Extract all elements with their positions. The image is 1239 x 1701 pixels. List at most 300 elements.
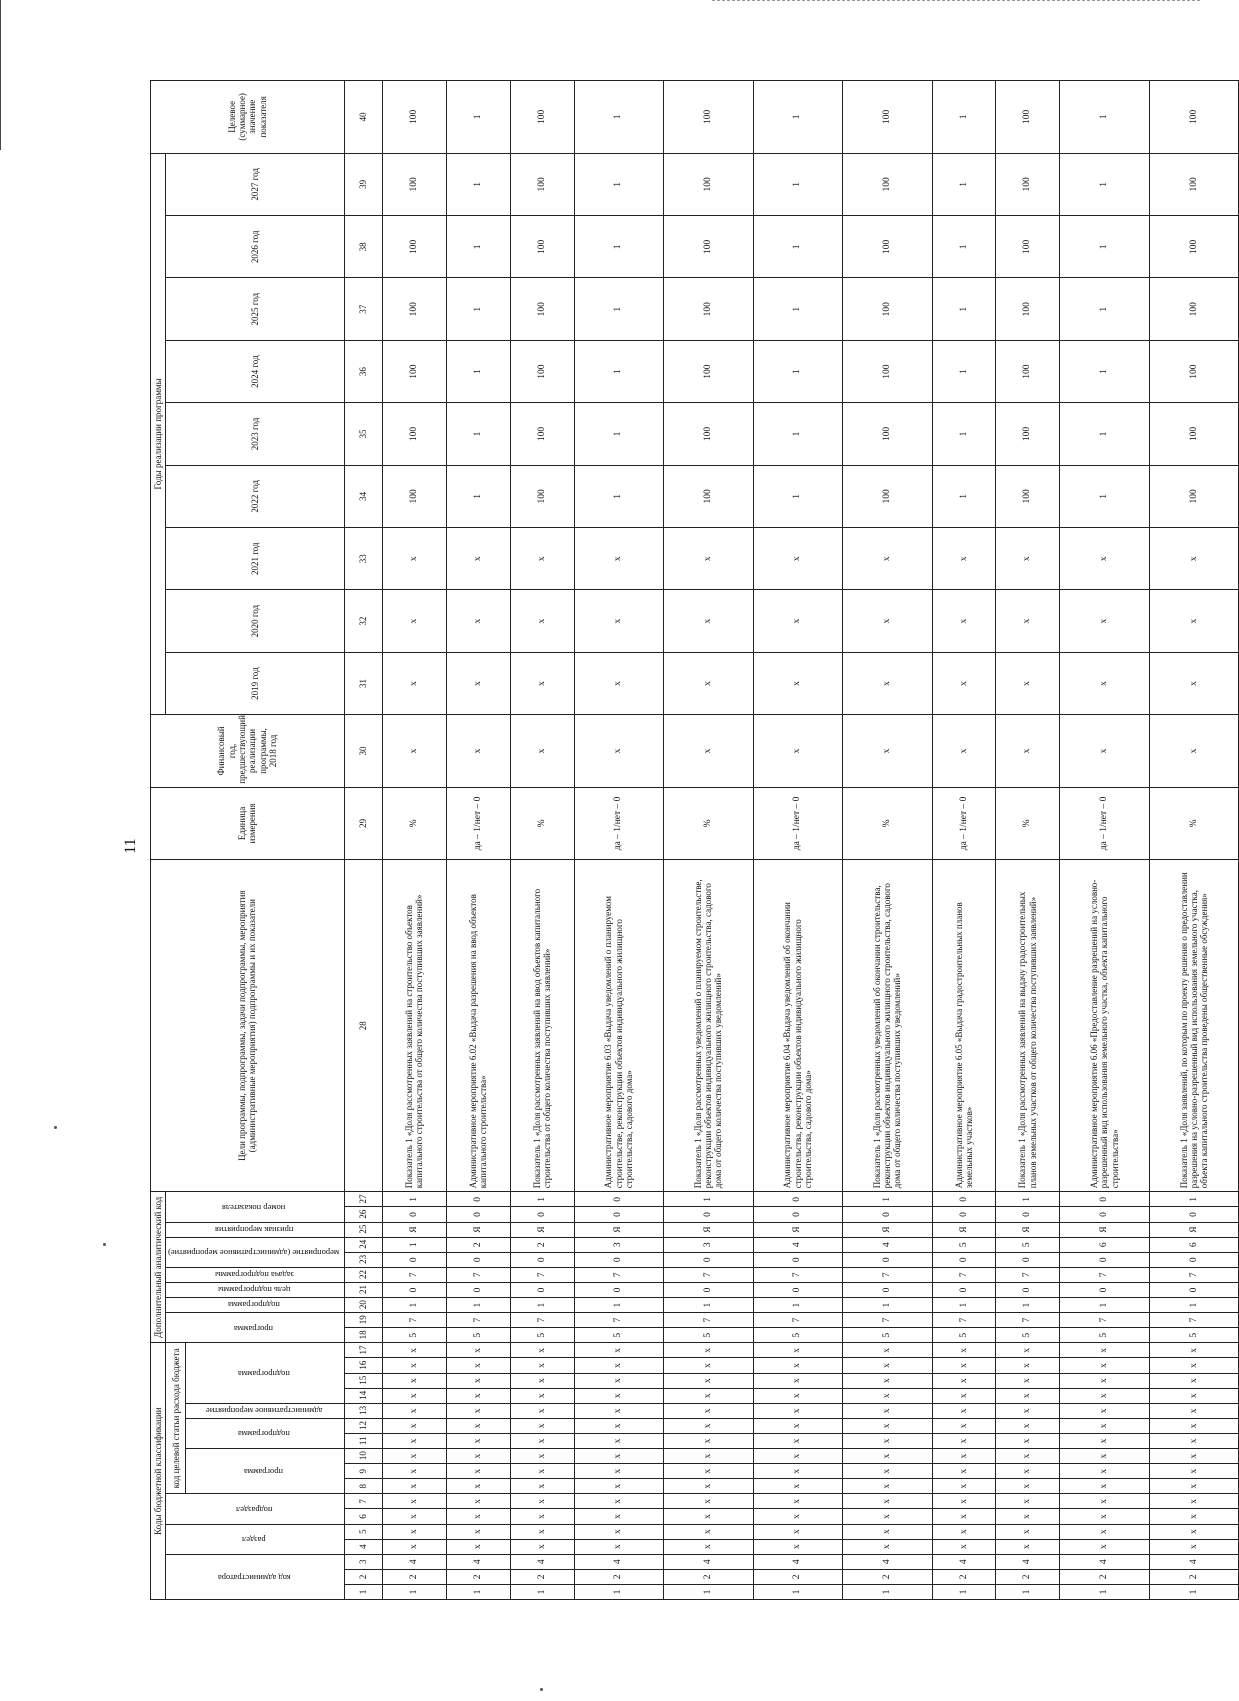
code-cell: х bbox=[932, 1494, 996, 1509]
code-cell: 1 bbox=[664, 1192, 754, 1207]
code-cell: 7 bbox=[1149, 1313, 1239, 1328]
code-cell: 0 bbox=[932, 1282, 996, 1297]
code-cell: 5 bbox=[446, 1328, 510, 1343]
header-article-direction: подпрограмма bbox=[186, 1343, 345, 1403]
code-cell: х bbox=[843, 1449, 933, 1464]
column-number-row bbox=[344, 81, 382, 1600]
target-value-cell: 1 bbox=[932, 81, 996, 154]
base-year-cell: х bbox=[1060, 715, 1150, 787]
unit-cell: % bbox=[996, 787, 1060, 859]
column-number: 17 bbox=[344, 1343, 382, 1358]
year-value-cell: х bbox=[996, 528, 1060, 590]
code-cell: 6 bbox=[1060, 1237, 1150, 1252]
code-cell: х bbox=[843, 1464, 933, 1479]
code-cell: х bbox=[1149, 1449, 1239, 1464]
code-cell: 0 bbox=[843, 1207, 933, 1222]
header-year: 2027 год bbox=[166, 153, 345, 215]
code-cell: х bbox=[996, 1388, 1060, 1403]
year-value-cell: х bbox=[510, 528, 574, 590]
code-cell: 0 bbox=[446, 1192, 510, 1207]
code-cell: х bbox=[1060, 1403, 1150, 1418]
code-cell: х bbox=[1060, 1433, 1150, 1448]
year-value-cell: х bbox=[753, 590, 843, 652]
year-value-cell: х bbox=[510, 652, 574, 714]
year-value-cell: х bbox=[1149, 528, 1239, 590]
code-cell: х bbox=[574, 1449, 664, 1464]
code-cell: 3 bbox=[664, 1237, 754, 1252]
code-cell: 7 bbox=[664, 1313, 754, 1328]
code-cell: 0 bbox=[510, 1282, 574, 1297]
code-cell: 5 bbox=[843, 1328, 933, 1343]
code-cell: х bbox=[664, 1373, 754, 1388]
table-row bbox=[383, 81, 447, 1600]
code-cell: х bbox=[510, 1403, 574, 1418]
year-value-cell: 100 bbox=[383, 153, 447, 215]
year-value-cell: х bbox=[574, 652, 664, 714]
code-cell: 7 bbox=[843, 1313, 933, 1328]
column-number: 18 bbox=[344, 1328, 382, 1343]
code-cell: х bbox=[932, 1418, 996, 1433]
year-value-cell: х bbox=[932, 528, 996, 590]
column-number: 2 bbox=[344, 1569, 382, 1584]
code-cell: 1 bbox=[1149, 1584, 1239, 1599]
year-value-cell: 1 bbox=[1060, 153, 1150, 215]
code-cell: 7 bbox=[1149, 1267, 1239, 1282]
column-number: 20 bbox=[344, 1298, 382, 1313]
code-cell: 7 bbox=[753, 1313, 843, 1328]
table-row bbox=[446, 81, 510, 1600]
year-value-cell: 100 bbox=[383, 278, 447, 340]
code-cell: 5 bbox=[996, 1328, 1060, 1343]
indicator-description: Показатель 1 «Доля рассмотренных заявлений на выдачу градостроительных планов земельных участков от общего количества поступивших заявлений» bbox=[996, 860, 1060, 1192]
target-value-cell: 100 bbox=[383, 81, 447, 154]
code-cell: 0 bbox=[932, 1207, 996, 1222]
table-row bbox=[1149, 81, 1239, 1600]
code-cell: 0 bbox=[574, 1252, 664, 1267]
year-value-cell: 1 bbox=[1060, 340, 1150, 402]
code-cell: х bbox=[574, 1388, 664, 1403]
unit-cell: да – 1/нет – 0 bbox=[932, 787, 996, 859]
code-cell: 1 bbox=[383, 1237, 447, 1252]
code-cell: 0 bbox=[383, 1282, 447, 1297]
indicator-description: Административное мероприятие 6.03 «Выдача уведомлений о планируемом строительстве, реконструкции объектов индивидуального жилищного строительства, садового дома» bbox=[574, 860, 664, 1192]
code-cell: 4 bbox=[753, 1237, 843, 1252]
code-cell: х bbox=[843, 1343, 933, 1358]
code-cell: х bbox=[996, 1479, 1060, 1494]
code-cell: 7 bbox=[383, 1313, 447, 1328]
year-value-cell: х bbox=[383, 590, 447, 652]
code-cell: 1 bbox=[843, 1192, 933, 1207]
year-value-cell: х bbox=[996, 652, 1060, 714]
header-budget-codes: Коды бюджетной классификации bbox=[151, 1343, 166, 1600]
code-cell: 1 bbox=[383, 1584, 447, 1599]
code-cell: х bbox=[1060, 1388, 1150, 1403]
header-year: 2019 год bbox=[166, 652, 345, 714]
year-value-cell: 100 bbox=[383, 465, 447, 527]
code-cell: х bbox=[1060, 1449, 1150, 1464]
code-cell: 7 bbox=[932, 1267, 996, 1282]
code-cell: х bbox=[753, 1449, 843, 1464]
code-cell: х bbox=[574, 1539, 664, 1554]
code-cell: х bbox=[1060, 1464, 1150, 1479]
year-value-cell: 100 bbox=[1149, 465, 1239, 527]
target-value-cell: 1 bbox=[574, 81, 664, 154]
header-row-groups bbox=[151, 81, 166, 1600]
column-number: 19 bbox=[344, 1313, 382, 1328]
code-cell: 2 bbox=[574, 1569, 664, 1584]
column-number: 25 bbox=[344, 1222, 382, 1237]
code-cell: х bbox=[1149, 1524, 1239, 1539]
table-row bbox=[932, 81, 996, 1600]
rotated-table-wrapper bbox=[150, 80, 1210, 1600]
code-cell: 2 bbox=[446, 1569, 510, 1584]
code-cell: Я bbox=[510, 1222, 574, 1237]
column-number: 23 bbox=[344, 1252, 382, 1267]
header-admin-code: код администратора bbox=[166, 1554, 345, 1599]
code-cell: 7 bbox=[383, 1267, 447, 1282]
column-number: 16 bbox=[344, 1358, 382, 1373]
base-year-cell: х bbox=[753, 715, 843, 787]
unit-cell: % bbox=[843, 787, 933, 859]
code-cell: Я bbox=[843, 1222, 933, 1237]
year-value-cell: х bbox=[1060, 528, 1150, 590]
code-cell: Я bbox=[1060, 1222, 1150, 1237]
year-value-cell: х bbox=[446, 590, 510, 652]
column-number: 39 bbox=[344, 153, 382, 215]
scan-speck bbox=[540, 1688, 543, 1691]
year-value-cell: 1 bbox=[446, 278, 510, 340]
code-cell: 5 bbox=[932, 1237, 996, 1252]
year-value-cell: 100 bbox=[664, 153, 754, 215]
code-cell: 0 bbox=[753, 1207, 843, 1222]
year-value-cell: 100 bbox=[843, 278, 933, 340]
header-target: Целевое (суммарное) значение показателя bbox=[151, 81, 345, 154]
code-cell: х bbox=[753, 1403, 843, 1418]
code-cell: х bbox=[510, 1418, 574, 1433]
code-cell: 7 bbox=[446, 1313, 510, 1328]
code-cell: 0 bbox=[574, 1192, 664, 1207]
column-number: 1 bbox=[344, 1584, 382, 1599]
year-value-cell: 100 bbox=[843, 153, 933, 215]
table-row bbox=[996, 81, 1060, 1600]
year-value-cell: х bbox=[510, 590, 574, 652]
unit-cell: да – 1/нет – 0 bbox=[446, 787, 510, 859]
year-value-cell: х bbox=[1060, 590, 1150, 652]
code-cell: 0 bbox=[574, 1282, 664, 1297]
code-cell: Я bbox=[753, 1222, 843, 1237]
year-value-cell: х bbox=[843, 590, 933, 652]
code-cell: х bbox=[932, 1403, 996, 1418]
code-cell: х bbox=[574, 1343, 664, 1358]
code-cell: х bbox=[1149, 1403, 1239, 1418]
unit-cell: % bbox=[383, 787, 447, 859]
year-value-cell: 1 bbox=[574, 153, 664, 215]
header-an-task: задача подпрограммы bbox=[166, 1267, 345, 1282]
code-cell: х bbox=[932, 1524, 996, 1539]
year-value-cell: 1 bbox=[932, 153, 996, 215]
year-value-cell: 1 bbox=[932, 278, 996, 340]
year-value-cell: 1 bbox=[446, 340, 510, 402]
code-cell: х bbox=[753, 1539, 843, 1554]
year-value-cell: 100 bbox=[843, 403, 933, 465]
code-cell: 5 bbox=[996, 1237, 1060, 1252]
code-cell: х bbox=[843, 1479, 933, 1494]
column-number: 29 bbox=[344, 787, 382, 859]
code-cell: х bbox=[574, 1464, 664, 1479]
indicator-description: Административное мероприятие 6.06 «Предоставление разрешений на условно-разрешенный вид использования земельного участка, объекта капитального строительства» bbox=[1060, 860, 1150, 1192]
header-target-article: код целевой статьи расхода бюджета bbox=[166, 1343, 186, 1494]
code-cell: х bbox=[843, 1524, 933, 1539]
code-cell: х bbox=[383, 1479, 447, 1494]
code-cell: х bbox=[753, 1388, 843, 1403]
code-cell: 1 bbox=[510, 1192, 574, 1207]
code-cell: 3 bbox=[574, 1237, 664, 1252]
code-cell: 1 bbox=[932, 1584, 996, 1599]
code-cell: х bbox=[1149, 1418, 1239, 1433]
code-cell: х bbox=[664, 1358, 754, 1373]
year-value-cell: х bbox=[932, 590, 996, 652]
base-year-cell: х bbox=[932, 715, 996, 787]
code-cell: х bbox=[753, 1524, 843, 1539]
code-cell: х bbox=[664, 1524, 754, 1539]
code-cell: 1 bbox=[843, 1584, 933, 1599]
code-cell: х bbox=[1149, 1539, 1239, 1554]
code-cell: 0 bbox=[1149, 1207, 1239, 1222]
scan-speck bbox=[103, 1243, 106, 1246]
year-value-cell: 100 bbox=[383, 216, 447, 278]
code-cell: 7 bbox=[996, 1313, 1060, 1328]
column-number: 36 bbox=[344, 340, 382, 402]
year-value-cell: 1 bbox=[753, 340, 843, 402]
code-cell: 2 bbox=[1060, 1569, 1150, 1584]
indicator-description: Показатель 1 «Доля рассмотренных заявлений на строительство объектов капитального строительства от общего количества поступивших заявлений» bbox=[383, 860, 447, 1192]
code-cell: х bbox=[753, 1464, 843, 1479]
year-value-cell: 100 bbox=[664, 216, 754, 278]
target-value-cell: 1 bbox=[1060, 81, 1150, 154]
target-value-cell: 100 bbox=[1149, 81, 1239, 154]
indicator-description: Показатель 1 «Доля рассмотренных уведомлений об окончании строительства, реконструкции объектов индивидуального жилищного строительства, садового дома от общего количества поступивших уведомлений» bbox=[843, 860, 933, 1192]
code-cell: 2 bbox=[932, 1569, 996, 1584]
code-cell: х bbox=[510, 1524, 574, 1539]
code-cell: 0 bbox=[510, 1252, 574, 1267]
year-value-cell: 1 bbox=[574, 403, 664, 465]
indicator-description: Административное мероприятие 6.04 «Выдача уведомлений об окончании строительства, реконструкции объектов индивидуального жилищного строительства, садового дома» bbox=[753, 860, 843, 1192]
code-cell: 0 bbox=[446, 1282, 510, 1297]
code-cell: 4 bbox=[383, 1554, 447, 1569]
year-value-cell: 100 bbox=[510, 403, 574, 465]
code-cell: 0 bbox=[510, 1207, 574, 1222]
year-value-cell: 1 bbox=[1060, 403, 1150, 465]
target-value-cell: 100 bbox=[664, 81, 754, 154]
code-cell: 1 bbox=[996, 1584, 1060, 1599]
year-value-cell: х bbox=[446, 652, 510, 714]
code-cell: 2 bbox=[996, 1569, 1060, 1584]
code-cell: х bbox=[1149, 1388, 1239, 1403]
code-cell: 0 bbox=[753, 1252, 843, 1267]
year-value-cell: 100 bbox=[996, 403, 1060, 465]
year-value-cell: 1 bbox=[932, 465, 996, 527]
code-cell: х bbox=[574, 1358, 664, 1373]
code-cell: х bbox=[664, 1539, 754, 1554]
code-cell: 0 bbox=[1149, 1252, 1239, 1267]
year-value-cell: 100 bbox=[996, 153, 1060, 215]
code-cell: 5 bbox=[1149, 1328, 1239, 1343]
year-value-cell: 100 bbox=[664, 465, 754, 527]
year-value-cell: х bbox=[664, 528, 754, 590]
column-number: 7 bbox=[344, 1494, 382, 1509]
header-base-year: Финансовый год, предшествующий реализации программы, 2018 год bbox=[151, 715, 345, 787]
table-row bbox=[664, 81, 754, 1600]
header-year: 2024 год bbox=[166, 340, 345, 402]
code-cell: х bbox=[843, 1494, 933, 1509]
code-cell: Я bbox=[932, 1222, 996, 1237]
indicator-description: Показатель 1 «Доля рассмотренных заявлений на ввод объектов капитального строительства от общего количества поступивших заявлений» bbox=[510, 860, 574, 1192]
table-row bbox=[510, 81, 574, 1600]
year-value-cell: х bbox=[753, 652, 843, 714]
code-cell: х bbox=[446, 1509, 510, 1524]
header-an-sign: признак мероприятия bbox=[166, 1222, 345, 1237]
header-year: 2023 год bbox=[166, 403, 345, 465]
year-value-cell: 100 bbox=[843, 340, 933, 402]
code-cell: 4 bbox=[1060, 1554, 1150, 1569]
code-cell: 0 bbox=[753, 1282, 843, 1297]
base-year-cell: х bbox=[446, 715, 510, 787]
code-cell: х bbox=[1149, 1373, 1239, 1388]
year-value-cell: х bbox=[383, 652, 447, 714]
code-cell: 1 bbox=[843, 1298, 933, 1313]
year-value-cell: 1 bbox=[932, 216, 996, 278]
scan-speck bbox=[54, 1126, 57, 1129]
column-number: 15 bbox=[344, 1373, 382, 1388]
column-number: 21 bbox=[344, 1282, 382, 1297]
code-cell: х bbox=[1149, 1509, 1239, 1524]
header-an-goal: цель подпрограммы bbox=[166, 1282, 345, 1297]
year-value-cell: 100 bbox=[843, 216, 933, 278]
code-cell: х bbox=[574, 1509, 664, 1524]
code-cell: х bbox=[664, 1418, 754, 1433]
code-cell: х bbox=[1060, 1358, 1150, 1373]
column-number: 35 bbox=[344, 403, 382, 465]
column-number: 38 bbox=[344, 216, 382, 278]
code-cell: 4 bbox=[932, 1554, 996, 1569]
year-value-cell: 100 bbox=[1149, 340, 1239, 402]
code-cell: х bbox=[383, 1539, 447, 1554]
code-cell: х bbox=[996, 1494, 1060, 1509]
code-cell: х bbox=[574, 1403, 664, 1418]
code-cell: 0 bbox=[1060, 1252, 1150, 1267]
header-analytic-code: Дополнительный аналитический код bbox=[151, 1192, 166, 1343]
code-cell: 1 bbox=[664, 1298, 754, 1313]
code-cell: 2 bbox=[753, 1569, 843, 1584]
column-number: 10 bbox=[344, 1449, 382, 1464]
code-cell: х bbox=[753, 1433, 843, 1448]
code-cell: х bbox=[1060, 1539, 1150, 1554]
target-value-cell: 100 bbox=[996, 81, 1060, 154]
code-cell: 0 bbox=[753, 1192, 843, 1207]
code-cell: х bbox=[574, 1494, 664, 1509]
code-cell: х bbox=[383, 1358, 447, 1373]
code-cell: х bbox=[753, 1509, 843, 1524]
code-cell: х bbox=[510, 1449, 574, 1464]
code-cell: 1 bbox=[996, 1298, 1060, 1313]
code-cell: х bbox=[446, 1494, 510, 1509]
year-value-cell: х bbox=[843, 528, 933, 590]
code-cell: 7 bbox=[510, 1313, 574, 1328]
code-cell: 0 bbox=[843, 1282, 933, 1297]
unit-cell: да – 1/нет – 0 bbox=[574, 787, 664, 859]
year-value-cell: 1 bbox=[932, 340, 996, 402]
code-cell: х bbox=[996, 1373, 1060, 1388]
year-value-cell: 1 bbox=[446, 216, 510, 278]
year-value-cell: 100 bbox=[383, 403, 447, 465]
year-value-cell: х bbox=[383, 528, 447, 590]
column-number: 22 bbox=[344, 1267, 382, 1282]
code-cell: 4 bbox=[1149, 1554, 1239, 1569]
code-cell: 2 bbox=[664, 1569, 754, 1584]
header-podrazdel: подраздел bbox=[166, 1494, 345, 1524]
code-cell: х bbox=[753, 1373, 843, 1388]
code-cell: 1 bbox=[753, 1584, 843, 1599]
code-cell: х bbox=[446, 1388, 510, 1403]
code-cell: х bbox=[932, 1449, 996, 1464]
year-value-cell: 100 bbox=[996, 465, 1060, 527]
code-cell: Я bbox=[383, 1222, 447, 1237]
unit-cell: % bbox=[510, 787, 574, 859]
code-cell: х bbox=[753, 1343, 843, 1358]
year-value-cell: 100 bbox=[1149, 278, 1239, 340]
header-article-adm: административное мероприятие bbox=[186, 1403, 345, 1418]
code-cell: 0 bbox=[932, 1192, 996, 1207]
code-cell: 5 bbox=[383, 1328, 447, 1343]
column-number: 14 bbox=[344, 1388, 382, 1403]
indicator-description: Показатель 1 «Доля рассмотренных уведомлений о планируемом строительстве, реконструкции объектов индивидуального жилищного строительства, садового дома от общего количества поступивших уведомлений» bbox=[664, 860, 754, 1192]
table-row bbox=[753, 81, 843, 1600]
column-number: 24 bbox=[344, 1237, 382, 1252]
code-cell: х bbox=[1149, 1479, 1239, 1494]
column-number: 6 bbox=[344, 1509, 382, 1524]
code-cell: 1 bbox=[996, 1192, 1060, 1207]
column-number: 34 bbox=[344, 465, 382, 527]
target-value-cell: 1 bbox=[753, 81, 843, 154]
year-value-cell: х bbox=[446, 528, 510, 590]
year-value-cell: 1 bbox=[446, 153, 510, 215]
code-cell: 1 bbox=[446, 1584, 510, 1599]
indicator-description: Административное мероприятие 6.02 «Выдача разрешения на ввод объектов капитального строительства» bbox=[446, 860, 510, 1192]
year-value-cell: 1 bbox=[753, 278, 843, 340]
code-cell: х bbox=[510, 1343, 574, 1358]
code-cell: 2 bbox=[446, 1237, 510, 1252]
header-unit: Единица измерения bbox=[151, 787, 345, 859]
code-cell: 5 bbox=[574, 1328, 664, 1343]
code-cell: х bbox=[843, 1539, 933, 1554]
code-cell: х bbox=[446, 1464, 510, 1479]
code-cell: х bbox=[383, 1433, 447, 1448]
code-cell: х bbox=[1060, 1509, 1150, 1524]
code-cell: х bbox=[753, 1418, 843, 1433]
code-cell: х bbox=[664, 1509, 754, 1524]
code-cell: Я bbox=[574, 1222, 664, 1237]
year-value-cell: 1 bbox=[574, 340, 664, 402]
table-row bbox=[574, 81, 664, 1600]
column-number: 31 bbox=[344, 652, 382, 714]
code-cell: х bbox=[843, 1388, 933, 1403]
code-cell: х bbox=[996, 1403, 1060, 1418]
year-value-cell: 100 bbox=[510, 340, 574, 402]
code-cell: х bbox=[1149, 1433, 1239, 1448]
code-cell: 0 bbox=[996, 1207, 1060, 1222]
scan-edge-line bbox=[0, 0, 7, 150]
code-cell: 1 bbox=[1149, 1298, 1239, 1313]
